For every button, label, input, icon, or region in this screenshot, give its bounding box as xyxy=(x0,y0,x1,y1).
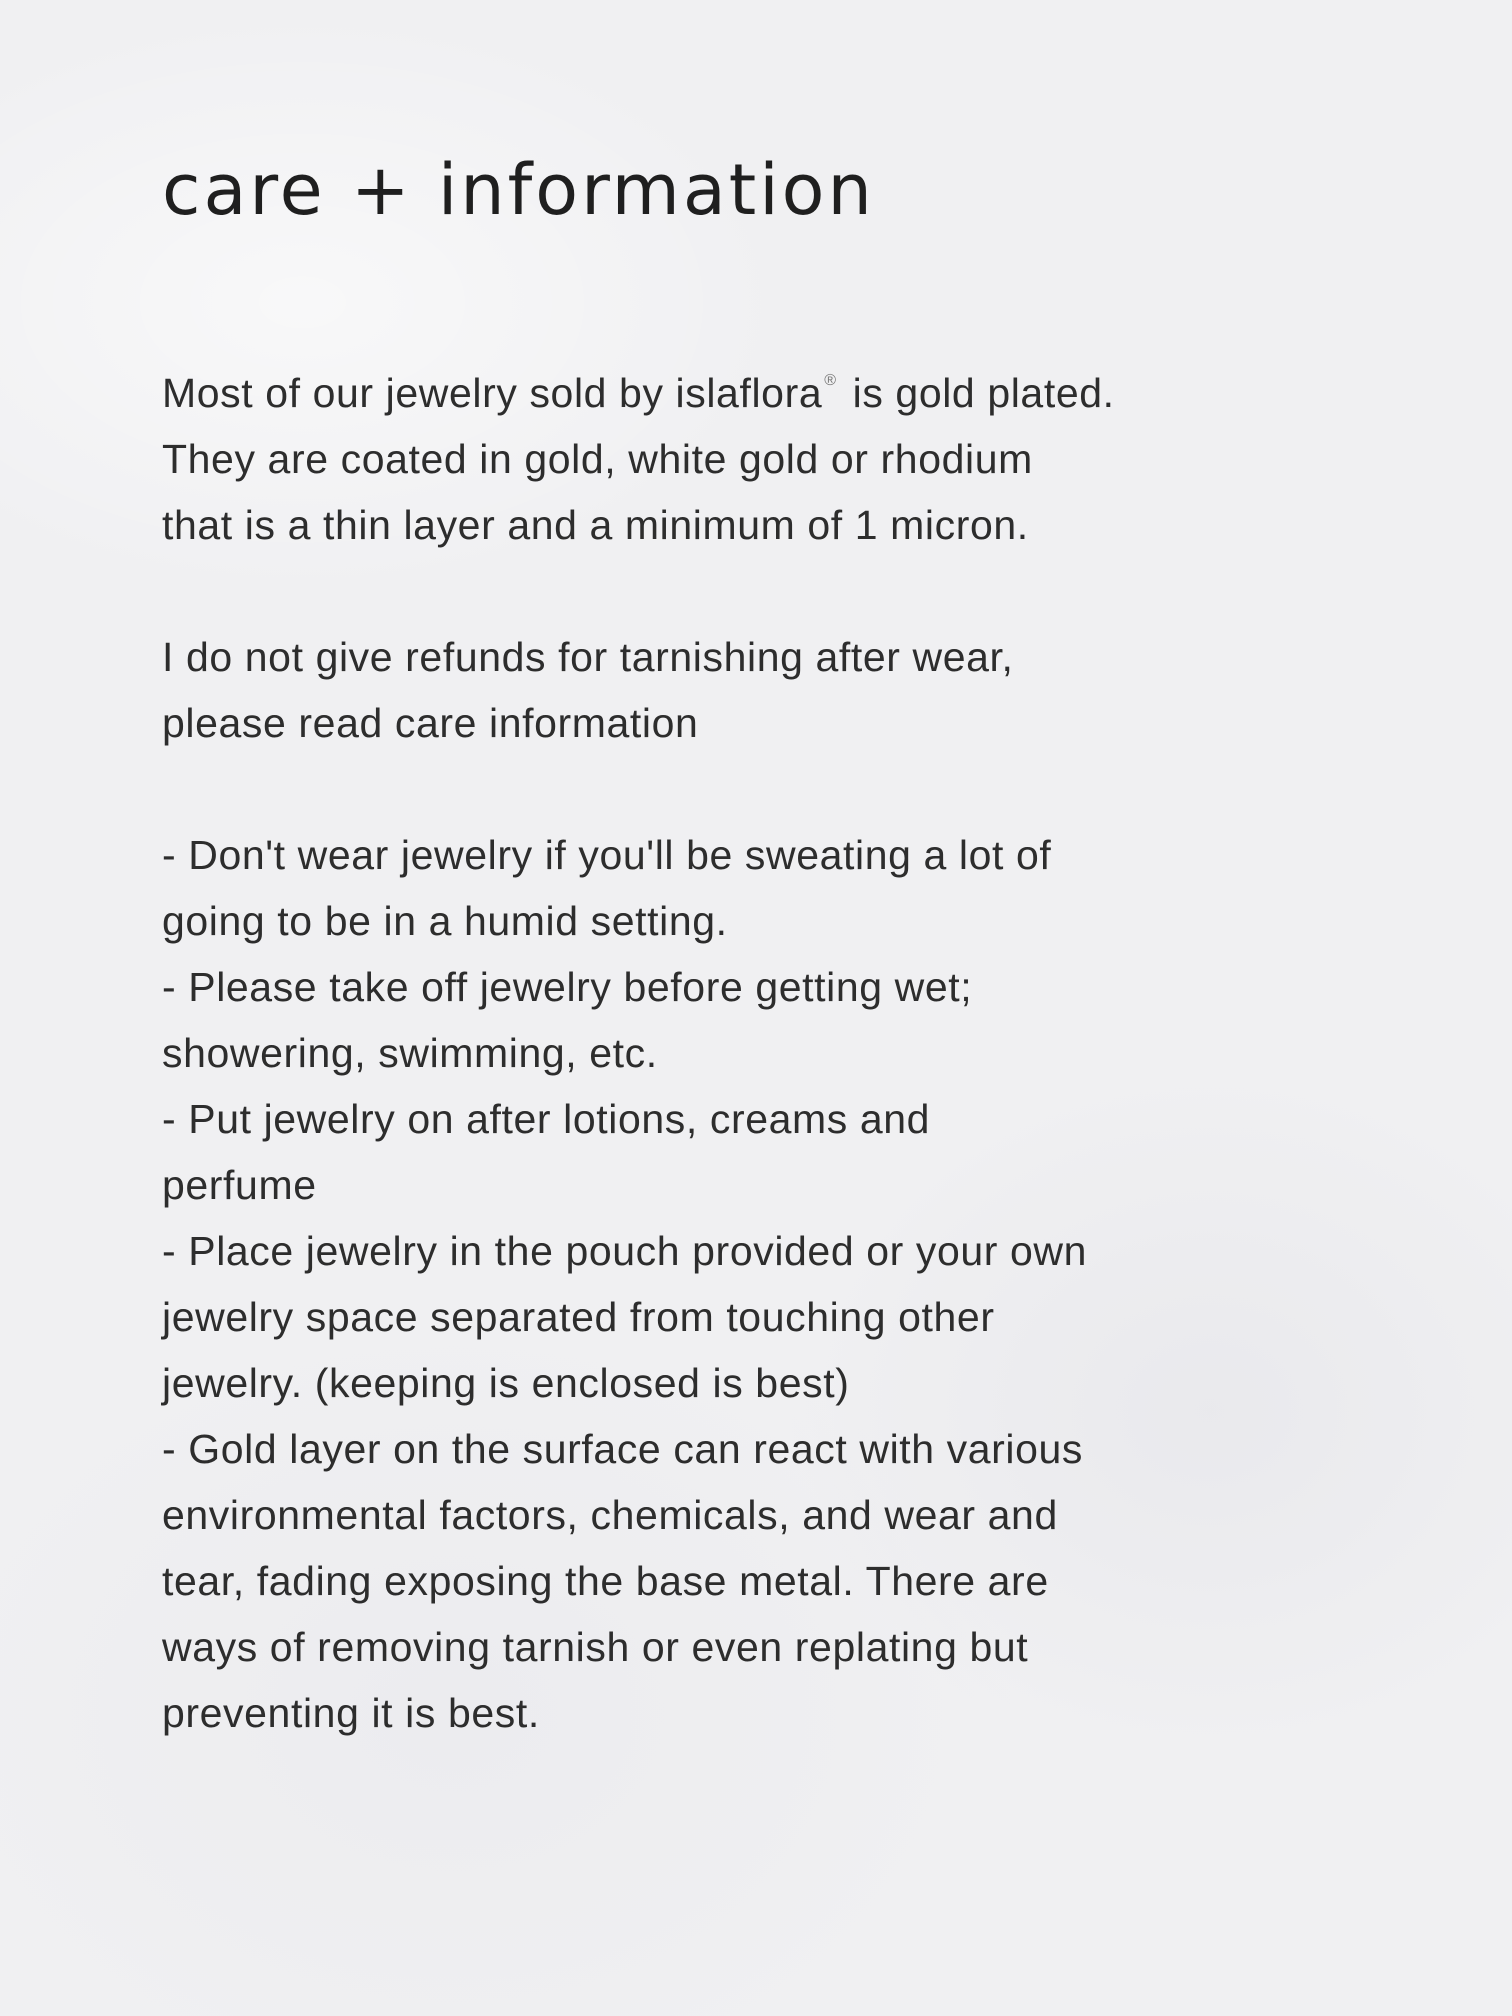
refund-notice-paragraph xyxy=(162,624,1392,756)
registered-mark: ® xyxy=(824,372,837,389)
care-tip-line: jewelry. (keeping is enclosed is best) xyxy=(162,1360,850,1406)
care-tip-line: tear, fading exposing the base metal. There are xyxy=(162,1558,1049,1604)
intro-line-1-text: Most of our jewelry sold by islaflora xyxy=(162,370,823,416)
care-tip-line: - Gold layer on the surface can react with various xyxy=(162,1426,1084,1472)
care-tip-line: jewelry space separated from touching other xyxy=(162,1294,995,1340)
refund-notice-line-1: I do not give refunds for tarnishing after wear, xyxy=(162,634,1014,680)
care-tip-line: showering, swimming, etc. xyxy=(162,1030,658,1076)
document-content xyxy=(162,140,1392,1746)
intro-line-2: They are coated in gold, white gold or rhodium xyxy=(162,436,1033,482)
document-body xyxy=(162,348,1392,1746)
care-tip-item xyxy=(162,1416,1392,1746)
refund-notice-line-2: please read care information xyxy=(162,700,699,746)
care-tip-line: - Don't wear jewelry if you'll be sweating a lot of xyxy=(162,832,1052,878)
care-tip-line: - Place jewelry in the pouch provided or your own xyxy=(162,1228,1088,1274)
care-tip-line: - Put jewelry on after lotions, creams and xyxy=(162,1096,931,1142)
care-tip-item xyxy=(162,822,1392,954)
care-tip-line: preventing it is best. xyxy=(162,1690,540,1736)
intro-line-1 xyxy=(162,348,1392,426)
intro-line-3: that is a thin layer and a minimum of 1 micron. xyxy=(162,502,1029,548)
care-tip-item xyxy=(162,954,1392,1086)
intro-paragraph xyxy=(162,348,1392,558)
care-tip-line: - Please take off jewelry before getting wet; xyxy=(162,964,973,1010)
care-tips-list xyxy=(162,822,1392,1746)
care-tip-item xyxy=(162,1086,1392,1218)
care-tip-line: environmental factors, chemicals, and wear and xyxy=(162,1492,1058,1538)
paragraph-spacer xyxy=(162,756,1392,822)
intro-line-1-end: is gold plated. xyxy=(840,370,1115,416)
page-title: care + information xyxy=(162,149,875,231)
paragraph-spacer xyxy=(162,558,1392,624)
care-tip-line: ways of removing tarnish or even replating but xyxy=(162,1624,1029,1670)
care-tip-item xyxy=(162,1218,1392,1416)
care-tip-line: perfume xyxy=(162,1162,317,1208)
care-tip-line: going to be in a humid setting. xyxy=(162,898,728,944)
